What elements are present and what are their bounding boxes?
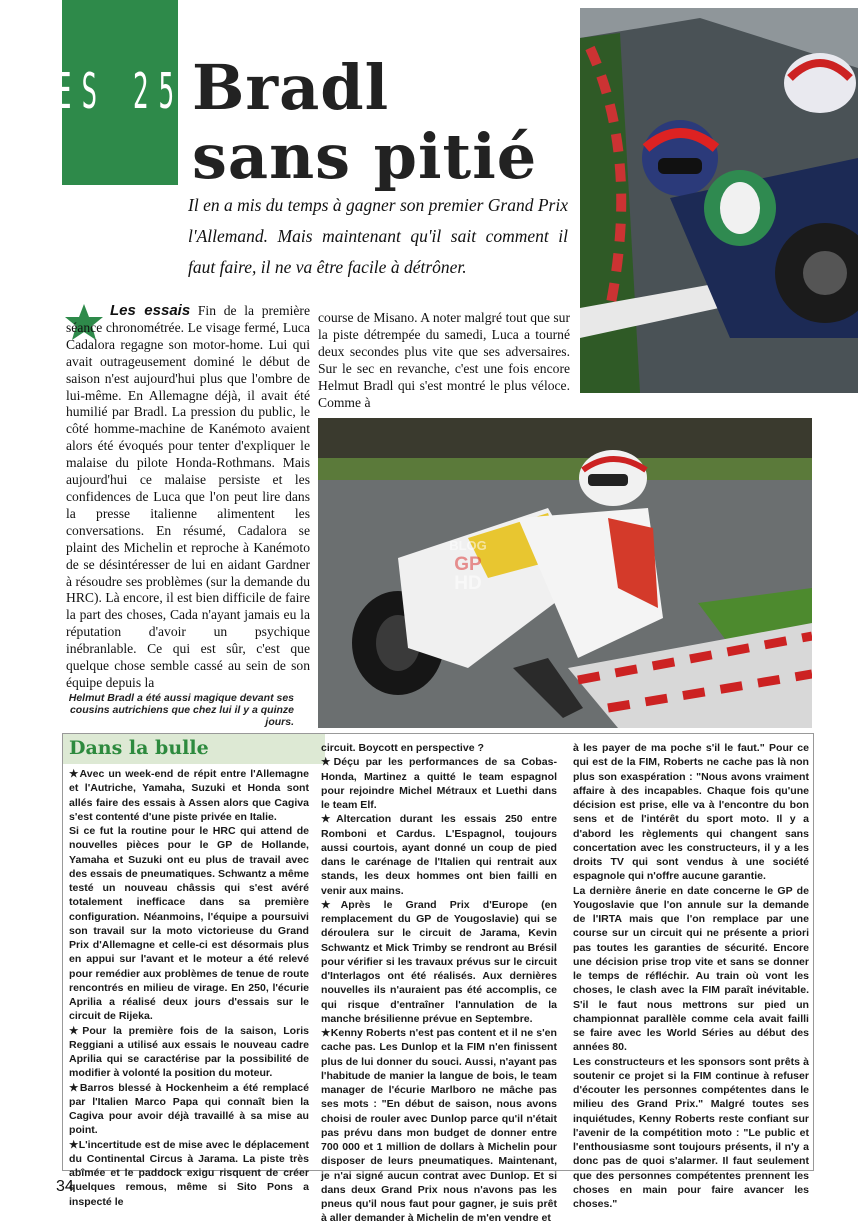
box-paragraph: Si ce fut la routine pour le HRC qui attend de nouvelles pièces pour le GP de Hollande, Yamaha et Suzuki ont eu plus de travail avec des essais de pneumatiques. Schwantz a même testé un nouveau châssis qui s'est avéré totalement inefficace dans sa première configuration. Néanmoins, l'équipe a poursuivi son travail sur la moto victorieuse du Grand Prix d'Allemagne et celle-ci est désormais plus en appui sur l'avant et le moteur a été relevé pour remédier aux problèmes de tenue de route rencontrés en milieu de virage. En 250, l'écurie Aprilia a réalisé deux jours d'essais sur le circuit de Rijeka. [69,825,309,1023]
box-paragraph: La dernière ânerie en date concerne le GP de Yougoslavie que l'on annule sur la demande de l'IRTA mais que l'on remplace par une course sur un circuit qui ne présente a priori pas toutes les garanties de sécurité. Encore une décision prise trop vite et sans se donner le temps de réfléchir. Au train où vont les choses, le clash avec la FIM paraît inévitable. S'il le faut nous mettrons sur pied un championnat parallèle comme cela avait failli se faire avec les World Séries au début des années 80. [573,884,809,1054]
box-title: Dans la bulle [69,737,209,759]
article-column-2: course de Misano. A noter malgré tout que sur la piste détrempée du samedi, Luca a tourné deux secondes plus vite que ses adversaires. Sur le sec en revanche, c'est une fois encore Helmut Bradl qui s'est montré le plus véloce. Comme à [318,310,570,410]
photo-caption: Helmut Bradl a été aussi magique devant ses cousins autrichiens que chez lui il y a quinze jours. [68,692,294,728]
box-paragraph: ★Pour la première fois de la saison, Loris Reggiani a utilisé aux essais le nouveau cadre Aprilia qui se caractérise par la possibilité de modifier à volonté la position du moteur. [69,1024,309,1080]
box-paragraph: à les payer de ma poche s'il le faut." Pour ce qui est de la FIM, Roberts ne cache pas là non plus son exaspération : "Nous avons vraiment affaire à des incapables. Chaque fois qu'une décision est prise, elle va à l'encontre du bon sens et de l'intérêt du sport moto. Il y a d'abord les règlements qui changent sans concertation avec les constructeurs, il y a les droits TV qui sont vendus à une société espagnole qui n'offre aucune garantie. [573,742,809,883]
box-paragraph: ★Kenny Roberts n'est pas content et il ne s'en cache pas. Les Dunlop et la FIM n'en finissent plus de lui donner du souci. Aussi, n'ayant pas l'habitude de manier la langue de bois, le team manager de l'écurie Marlboro ne mâche pas ses mots : "En début de saison, nous avons choisi de rouler avec Dunlop parce qu'il n'était pas prévu dans mon budget de donner entre 700 000 et 1 million de dollars à Michelin pour disposer de leurs pneumatiques. Maintenant, je n'ai signé aucun contrat avec Dunlop. Et si dans deux Grand Prix nous n'avons pas les pneus qu'il nous faut pour gagner, je suis prêt à aller demander à Michelin de m'en vendre et [321,1027,557,1225]
watermark-line-2: GP [454,554,482,575]
box-paragraph: ★Après le Grand Prix d'Europe (en remplacement du GP de Yougoslavie) qui se déroulera sur le circuit de Jarama, Kevin Schwantz et Mick Trimby se rendront au Brésil pour vérifier si les travaux prévus sur le circuit d'Interlagos ont été réalisés. Aux dernières nouvelles ils n'auraient pas été accomplis, ce qui risque d'entraîner l'annulation de la manche brésilienne prévue en Septembre. [321,898,557,1025]
box-paragraph: ★Avec un week-end de répit entre l'Allemagne et l'Autriche, Yamaha, Suzuki et Honda sont allés faire des essais à Assen alors que Cagiva s'est contenté d'une piste privée en Italie. [69,768,309,823]
article-column-1-text: Fin de la première séance chronométrée. Le visage fermé, Luca Cadalora regagne son motor-home. Lui qui avait outrageusement dominé le début de saison n'est aujourd'hui plus que l'ombre de lui-même. En Allemagne déjà, il avait été humilié par Bradl. La pression du public, le côté homme-machine de Kanémoto avaient alors été évoqués pour tenter d'expliquer le malaise du pilote Honda-Rothmans. Mais aujourd'hui ce malaise persiste et les confidences de Luca que l'on peut lire dans la presse italienne alimentent les conversations. En résumé, Cadalora se plaint des Michelin et reproche à Kanémoto de se désintéresser de lui en aidant Gardner à résoudre ses problèmes (sur la demande du HRC). Là encore, il est bien difficile de faire la part des choses, Cada n'ayant jamais eu la réputation d'avoir un psychique inébranlable. Ce qui est sûr, c'est que quelque chose semble cassé au sein de son équipe depuis la [66,303,310,690]
headline-line-1: Bradl [192,51,390,124]
photo-bradl-cornering [318,418,812,728]
section-tag [30,0,210,185]
box-paragraph: ★Altercation durant les essais 250 entre Romboni et Cardus. L'Espagnol, toujours aussi courtois, ayant donné un coup de pied dans le carénage de l'Italien qui rentrait aux stands, les deux hommes ont bien failli en venir aux mains. [321,813,557,897]
watermark-line-3: HD [454,573,482,594]
page-number: 34 [56,1178,74,1195]
box-paragraph: ★L'incertitude est de mise avec le déplacement du Continental Circus à Jarama. La piste très abîmée et le paddock exigu risquent de créer quelques remous, même si Sito Pons a inspecté le [69,1138,309,1208]
article-column-1 [66,303,310,692]
box-column-3 [573,741,809,1211]
box-column-2 [321,741,557,1226]
intro-paragraph: Il en a mis du temps à gagner son premier Grand Prix l'Allemand. Mais maintenant qu'il sait comment il faut faire, il ne va être facile à détrôner. [188,195,568,277]
box-paragraph: Les constructeurs et les sponsors sont prêts à soutenir ce projet si la FIM continue à refuser d'écouter les personnes compétentes dans le milieu des Grand Prix." Malgré toutes ses inquiétudes, Kenny Roberts reste confiant sur l'avenir de la compétition moto : "Le public et l'enthousiasme sont toujours présents, il n'y a donc pas de quoi s'alarmer. Il faut seulement que des personnes compétentes prennent les choses en main pour faire avancer les choses." [573,1055,809,1210]
watermark-logo [424,536,512,596]
photo-racer-helmet-image [580,8,858,393]
box-paragraph: circuit. Boycott en perspective ? [321,742,484,754]
box-paragraph: ★Barros blessé à Hockenheim a été remplacé par l'Italien Marco Papa qui connaît bien la Cagiva pour avoir déjà travaillé à sa mise au point. [69,1081,309,1137]
headline-line-2: sans pitié [192,120,538,193]
box-paragraph: ★Déçu par les performances de sa Cobas-Honda, Martinez a quitté le team espagnol pour rejoindre Michel Métraux et Luethi dans le team Elf. [321,756,557,811]
photo-bradl-cornering-image [318,418,812,728]
photo-racer-helmet [580,8,858,393]
section-tag-label: LES 250 [30,64,210,121]
box-column-1 [69,767,309,1209]
article-lead-in: Les essais [110,302,191,319]
watermark-line-1: BLOG [449,538,487,553]
